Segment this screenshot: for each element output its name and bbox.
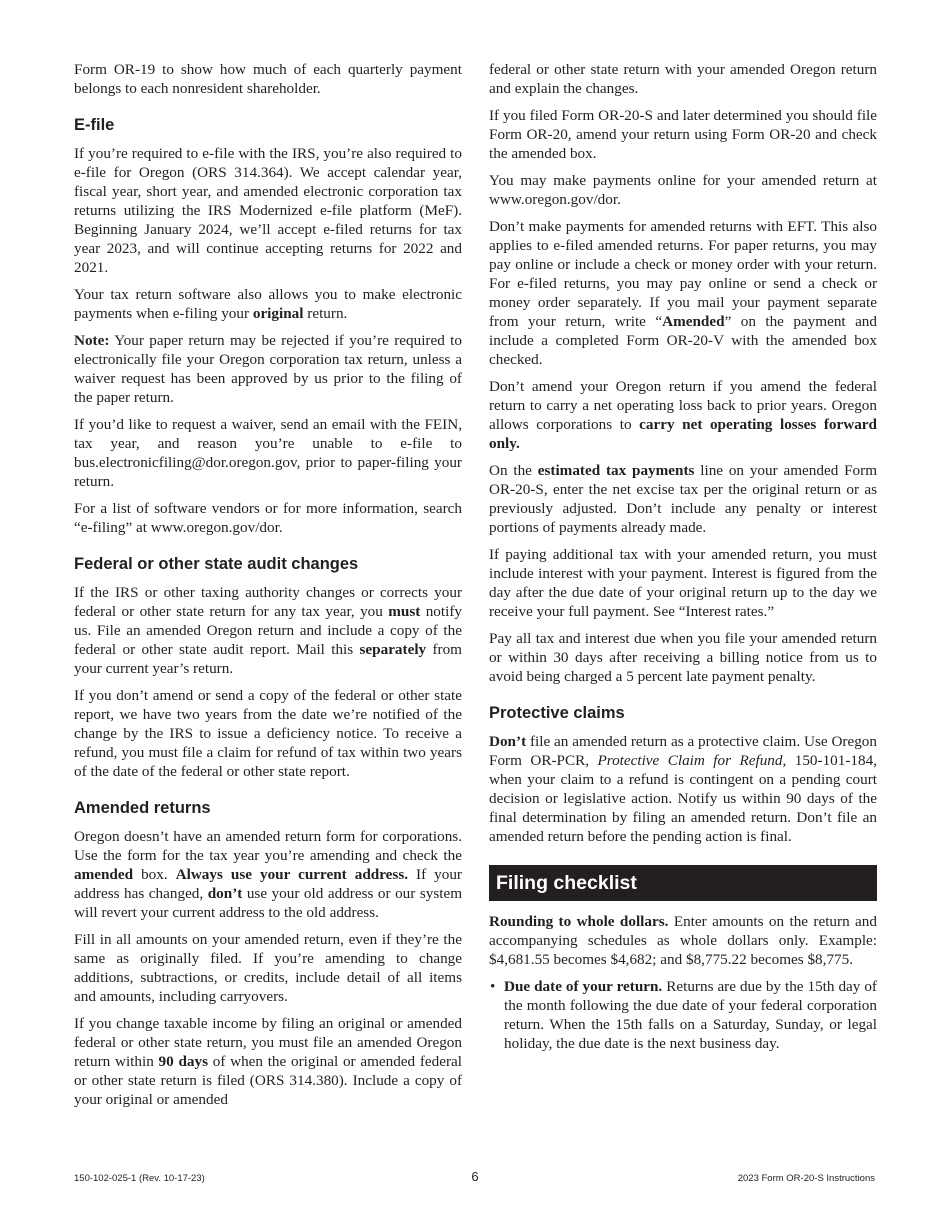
list-item: • Due date of your return. Returns are due by the 15th day of the month following the due date of your federal corporation return. When the 15th falls on a Saturday, Sunday, or legal holiday, the due date is the next business day.: [490, 978, 877, 1052]
amended-interest-paragraph: If paying additional tax with your amended return, you must include interest with your payment. Interest is figured from the day after the due date of your original return up to the day we receive your full payment. See “Interest rates.”: [489, 546, 877, 620]
amended-paragraph-2: Fill in all amounts on your amended return, even if they’re the same as originally filed. If you’re amending to change additions, subtractions, or credits, include detail of all items and amounts, including carryovers.: [74, 931, 462, 1005]
amended-nol-paragraph: Don’t amend your Oregon return if you amend the federal return to carry a net operating loss back to prior years. Oregon allows corporations to carry net operating losses forward only.: [489, 378, 877, 452]
left-column: [74, 60, 462, 1117]
footer-form-number: 150-102-025-1 (Rev. 10-17-23): [74, 1173, 205, 1184]
audit-changes-heading: Federal or other state audit changes: [74, 555, 359, 573]
intro-paragraph: Form OR-19 to show how much of each quarterly payment belongs to each nonresident shareholder.: [74, 61, 462, 97]
footer-title: 2023 Form OR-20-S Instructions: [737, 1173, 875, 1184]
efile-heading: E-file: [74, 116, 115, 134]
amended-paragraph-1: Oregon doesn’t have an amended return form for corporations. Use the form for the tax year you’re amending and check the amended box. Always use your current address. If your address has changed, don’t use your old address or our system will revert your current address to the old address.: [74, 828, 463, 921]
protective-claims-paragraph: Don’t file an amended return as a protective claim. Use Oregon Form OR-PCR, Protective Claim for Refund, 150-101-184, when your claim to a refund is contingent on a pending court decision or legislative action. Notify us within 90 days of the final determination by filing an amended return. Don’t file an amended return before the pending action is final.: [489, 733, 877, 845]
amended-paragraph-3: If you change taxable income by filing an original or amended federal or other state return, you must file an amended Oregon return within 90 days of when the original or amended federal or other state return is filed (ORS 314.380). Include a copy of your original or amended: [74, 1015, 463, 1108]
efile-vendors-paragraph: For a list of software vendors or for more information, search “e-filing” at www.oregon.gov/dor.: [74, 500, 462, 536]
efile-note-paragraph: Note: Your paper return may be rejected if you’re required to electronically file your Oregon corporation tax return, unless a waiver request has been approved by us prior to the filing of the paper return.: [74, 332, 462, 406]
right-column: [489, 60, 877, 1053]
amended-continued-paragraph: federal or other state return with your amended Oregon return and explain the changes.: [489, 61, 877, 97]
efile-waiver-paragraph: If you’d like to request a waiver, send an email with the FEIN, tax year, and reason you’re unable to e-file to bus.electronicfiling@dor.oregon.gov, prior to paper-filing your return.: [74, 416, 462, 490]
amended-returns-heading: Amended returns: [74, 799, 211, 817]
protective-claims-heading: Protective claims: [489, 704, 625, 722]
efile-paragraph-1: If you’re required to e-file with the IRS, you’re also required to e-file for Oregon (ORS 314.364). We accept calendar year, fiscal year, short year, and amended electronic corporation tax returns utilizing the IRS Modernized e-file platform (MeF). Beginning January 2024, we’ll accept e-filed returns for tax year 2023, and will continue accepting returns for 2022 and 2021.: [74, 145, 462, 276]
audit-paragraph-1: If the IRS or other taxing authority changes or corrects your federal or other state return for any tax year, you must notify us. File an amended Oregon return and include a copy of the federal or other state audit report. Mail this separately from your current year’s return.: [74, 584, 462, 677]
amended-online-payment-paragraph: You may make payments online for your amended return at www.oregon.gov/dor.: [489, 172, 877, 208]
footer-page-number: 6: [471, 1169, 479, 1184]
checklist-list: [489, 977, 877, 1053]
amended-eft-paragraph: Don’t make payments for amended returns with EFT. This also applies to e-filed amended returns. For paper returns, you may pay online or include a check or money order with your return. For e-filed returns, you may pay online or send a check or money order separately. If you mail your payment separate from your return, write “Amended” on the payment and include a completed Form OR-20-V with the amended box checked.: [489, 218, 877, 368]
filing-checklist-banner: Filing checklist: [489, 865, 877, 901]
amended-estimated-tax-paragraph: On the estimated tax payments line on your amended Form OR-20-S, enter the net excise tax per the original return or as previously adjusted. Don’t include any penalty or interest portions of payments already made.: [489, 462, 878, 536]
rounding-paragraph: Rounding to whole dollars. Enter amounts on the return and accompanying schedules as whole dollars only. Example: $4,681.55 becomes $4,682; and $8,775.22 becomes $8,775.: [489, 913, 877, 968]
amended-form-or20-paragraph: If you filed Form OR-20-S and later determined you should file Form OR-20, amend your return using Form OR-20 and check the amended box.: [489, 107, 877, 162]
efile-paragraph-2: Your tax return software also allows you to make electronic payments when e-filing your original return.: [74, 286, 462, 322]
amended-penalty-paragraph: Pay all tax and interest due when you file your amended return or within 30 days after receiving a billing notice from us to avoid being charged a 5 percent late payment penalty.: [489, 630, 877, 685]
bullet-icon: •: [490, 978, 496, 995]
audit-paragraph-2: If you don’t amend or send a copy of the federal or other state report, we have two years from the date we’re notified of the change by the IRS to issue a deficiency notice. To receive a refund, you must file a claim for refund of tax within two years of the date of the federal or other state report.: [74, 687, 462, 780]
